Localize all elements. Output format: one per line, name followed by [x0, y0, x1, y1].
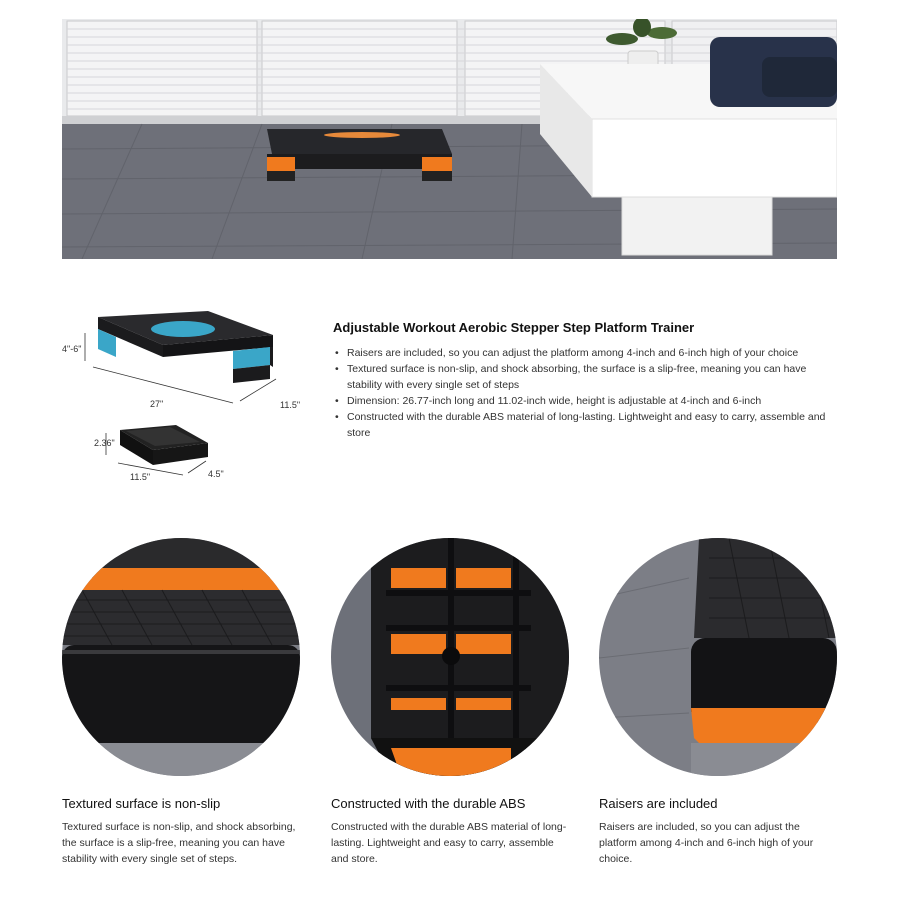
spec-bullet: • Textured surface is non-slip, and shock absorbing, the surface is a slip-free, meaning you can have stability with every single set of steps — [347, 361, 828, 393]
spec-title: Adjustable Workout Aerobic Stepper Step Platform Trainer — [333, 320, 695, 335]
riser-width-label: 4.5" — [208, 469, 224, 479]
feature-description: Constructed with the durable ABS material of long-lasting. Lightweight and easy to carry, assemble and store. — [331, 821, 567, 865]
feature-image-raisers — [599, 538, 837, 776]
riser-drawing — [120, 425, 208, 465]
platform-width-label: 11.5" — [280, 400, 301, 410]
feature-title: Textured surface is non-slip — [62, 796, 221, 811]
riser-height-label: 2.36" — [94, 438, 115, 448]
feature-image-abs-material — [331, 538, 569, 776]
feature-textured-surface — [62, 538, 312, 867]
feature-abs-material — [331, 538, 581, 867]
feature-image-textured-surface — [62, 538, 300, 776]
feature-title: Raisers are included — [599, 796, 718, 811]
feature-raisers-included — [599, 538, 849, 867]
platform-height-label: 4"-6" — [62, 344, 82, 354]
platform-drawing — [98, 311, 273, 383]
dimension-drawing — [58, 305, 308, 495]
spec-bullet-list — [333, 345, 828, 441]
sofa — [710, 37, 837, 107]
feature-title: Constructed with the durable ABS — [331, 796, 526, 811]
hero-scene — [62, 19, 837, 259]
spec-bullet: • Raisers are included, so you can adjust the platform among 4-inch and 6-inch high of your choice — [347, 345, 828, 361]
textured-surface-closeup — [62, 538, 300, 776]
dimension-diagram — [58, 305, 308, 495]
spec-bullet: • Constructed with the durable ABS material of long-lasting. Lightweight and easy to carry, assemble and store — [347, 409, 828, 441]
riser-length-label: 11.5" — [130, 472, 151, 482]
hero-photo — [62, 19, 837, 259]
feature-description: Raisers are included, so you can adjust the platform among 4-inch and 6-inch high of your choice. — [599, 821, 814, 865]
feature-description: Textured surface is non-slip, and shock absorbing, the surface is a slip-free, meaning you can have stability with every single set of steps. — [62, 821, 296, 865]
platform-underside-closeup — [331, 538, 569, 776]
platform-length-label: 27" — [150, 399, 164, 409]
product-spec — [333, 320, 828, 441]
raiser-corner-closeup — [599, 538, 837, 776]
spec-bullet: • Dimension: 26.77-inch long and 11.02-inch wide, height is adjustable at 4-inch and 6-inch — [347, 393, 828, 409]
